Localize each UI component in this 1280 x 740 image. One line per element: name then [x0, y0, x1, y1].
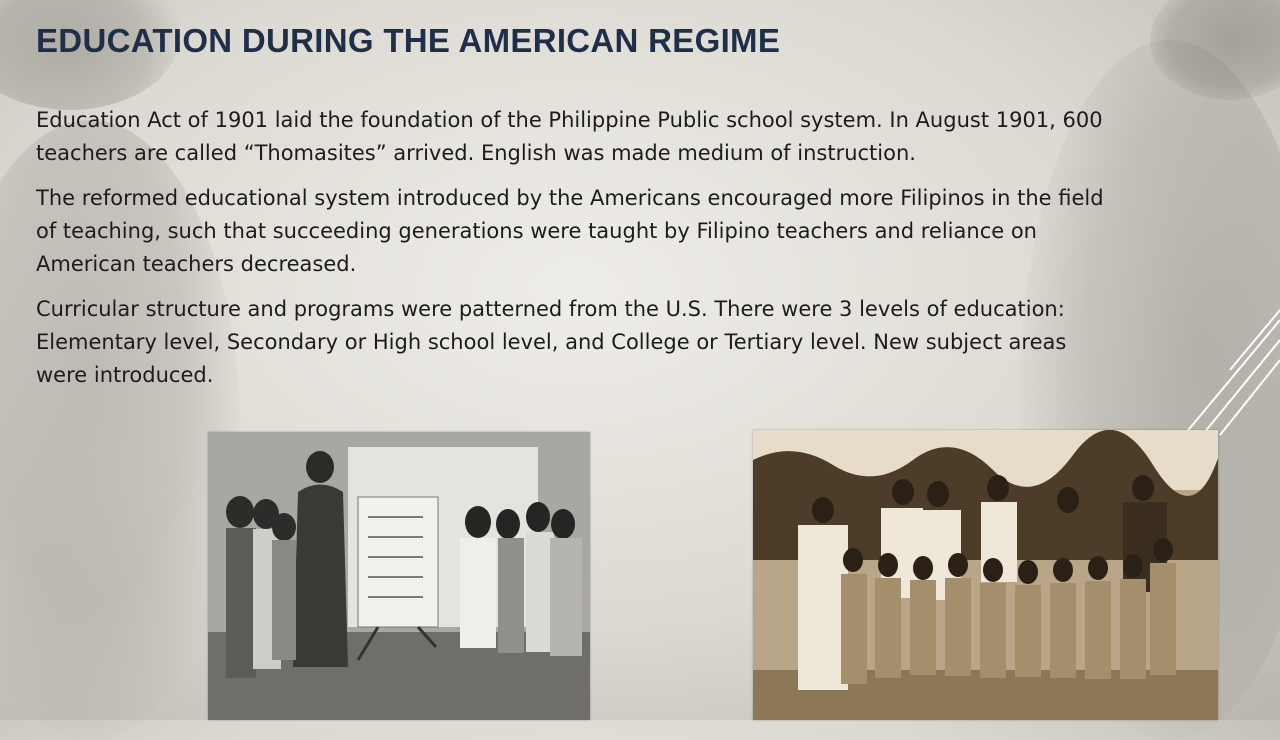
paragraph-curricular-structure: Curricular structure and programs were patterned from the U.S. There were 3 levels of education: Elementary level, Secondary or High school level, and College or Tertiary level. New subject areas were introduced.: [36, 297, 1067, 387]
group-photo: [753, 430, 1218, 720]
paragraph-reformed-system: The reformed educational system introduced by the Americans encouraged more Filipinos in the field of teaching, such that succeeding generations were taught by Filipino teachers and reliance on American teachers decreased.: [36, 186, 1104, 276]
classroom-photo: [208, 432, 590, 720]
slide-body: [36, 104, 1121, 404]
slide-title: EDUCATION DURING THE AMERICAN REGIME: [36, 22, 781, 59]
paragraph-education-act: Education Act of 1901 laid the foundation of the Philippine Public school system. In August 1901, 600 teachers are called “Thomasites” arrived. English was made medium of instruction.: [36, 108, 1103, 165]
